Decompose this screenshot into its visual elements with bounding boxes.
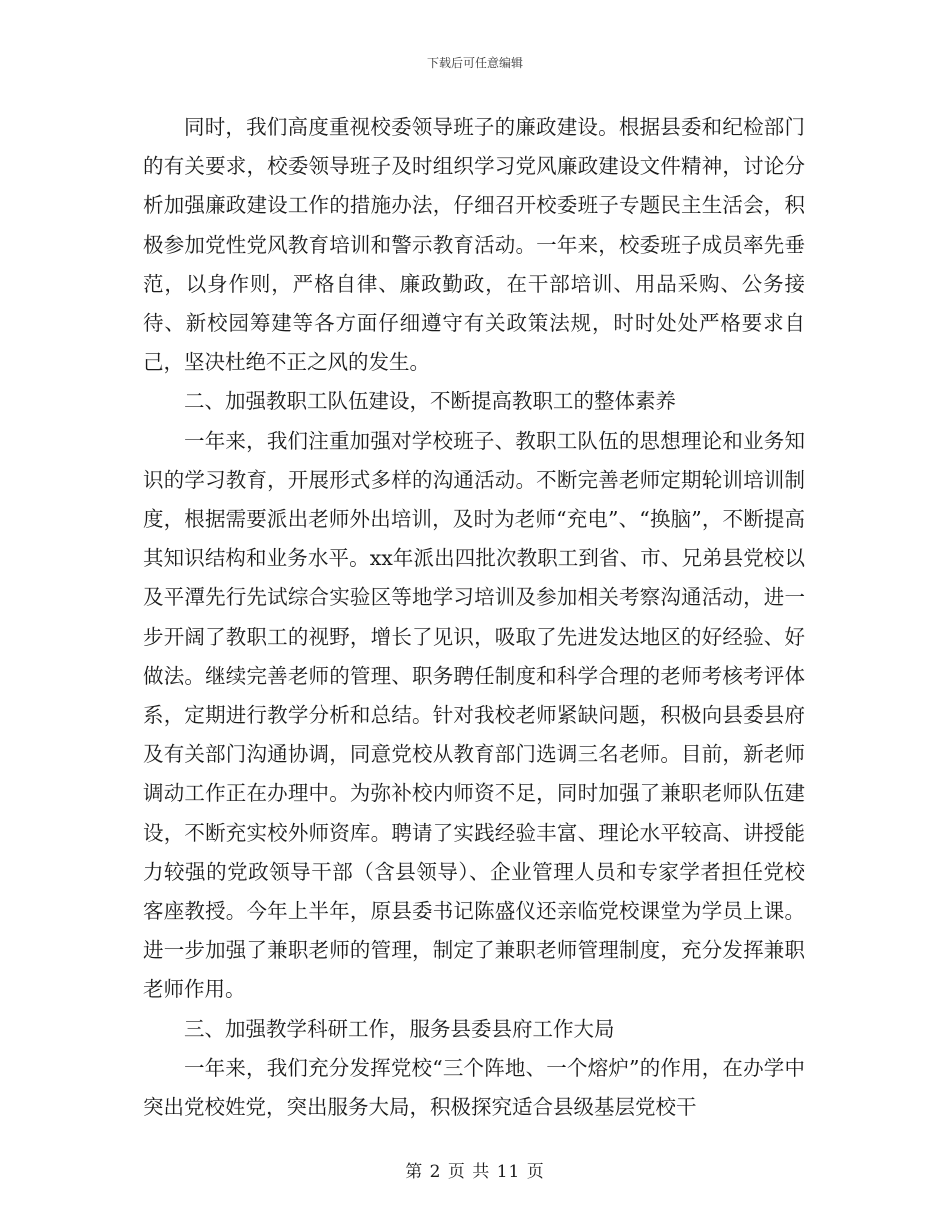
section-heading-staff: 二、加强教职工队伍建设，不断提高教职工的整体素养 bbox=[184, 389, 676, 414]
document-body bbox=[143, 108, 805, 1127]
paragraph-integrity: 同时，我们高度重视校委领导班子的廉政建设。根据县委和纪检部门的有关要求，校委领导班子及时组织学习党风廉政建设文件精神，讨论分析加强廉政建设工作的措施办法，仔细召开校委班子专题民主生活会，积极参加党性党风教育培训和警示教育活动。一年来，校委班子成员率先垂范，以身作则，严格自律、廉政勤政，在干部培训、用品采购、公务接待、新校园筹建等各方面仔细遵守有关政策法规，时时处处严格要求自己，坚决杜绝不正之风的发生。 bbox=[143, 115, 805, 375]
page-header-note: 下载后可任意编辑 bbox=[426, 56, 523, 70]
page-number: 第 2 页 共 11 页 bbox=[405, 1162, 545, 1182]
section-heading-teaching: 三、加强教学科研工作，服务县委县府工作大局 bbox=[184, 1016, 615, 1041]
paragraph-staff: 一年来，我们注重加强对学校班子、教职工队伍的思想理论和业务知识的学习教育，开展形式多样的沟通活动。不断完善老师定期轮训培训制度，根据需要派出老师外出培训，及时为老师“充电”、“换脑”，不断提高其知识结构和业务水平。xx年派出四批次教职工到省、市、兄弟县党校以及平潭先行先试综合实验区等地学习培训及参加相关考察沟通活动，进一步开阔了教职工的视野，增长了见识，吸取了先进发达地区的好经验、好做法。继续完善老师的管理、职务聘任制度和科学合理的老师考核考评体系，定期进行教学分析和总结。针对我校老师紧缺问题，积极向县委县府及有关部门沟通协调，同意党校从教育部门选调三名老师。目前，新老师调动工作正在办理中。为弥补校内师资不足，同时加强了兼职老师队伍建设，不断充实校外师资库。聘请了实践经验丰富、理论水平较高、讲授能力较强的党政领导干部（含县领导）、企业管理人员和专家学者担任党校客座教授。今年上半年，原县委书记陈盛仪还亲临党校课堂为学员上课。进一步加强了兼职老师的管理，制定了兼职老师管理制度，充分发挥兼职老师作用。 bbox=[143, 428, 805, 1002]
paragraph-teaching: 一年来，我们充分发挥党校“三个阵地、一个熔炉”的作用，在办学中突出党校姓党，突出服务大局，积极探究适合县级基层党校干 bbox=[143, 1055, 805, 1120]
